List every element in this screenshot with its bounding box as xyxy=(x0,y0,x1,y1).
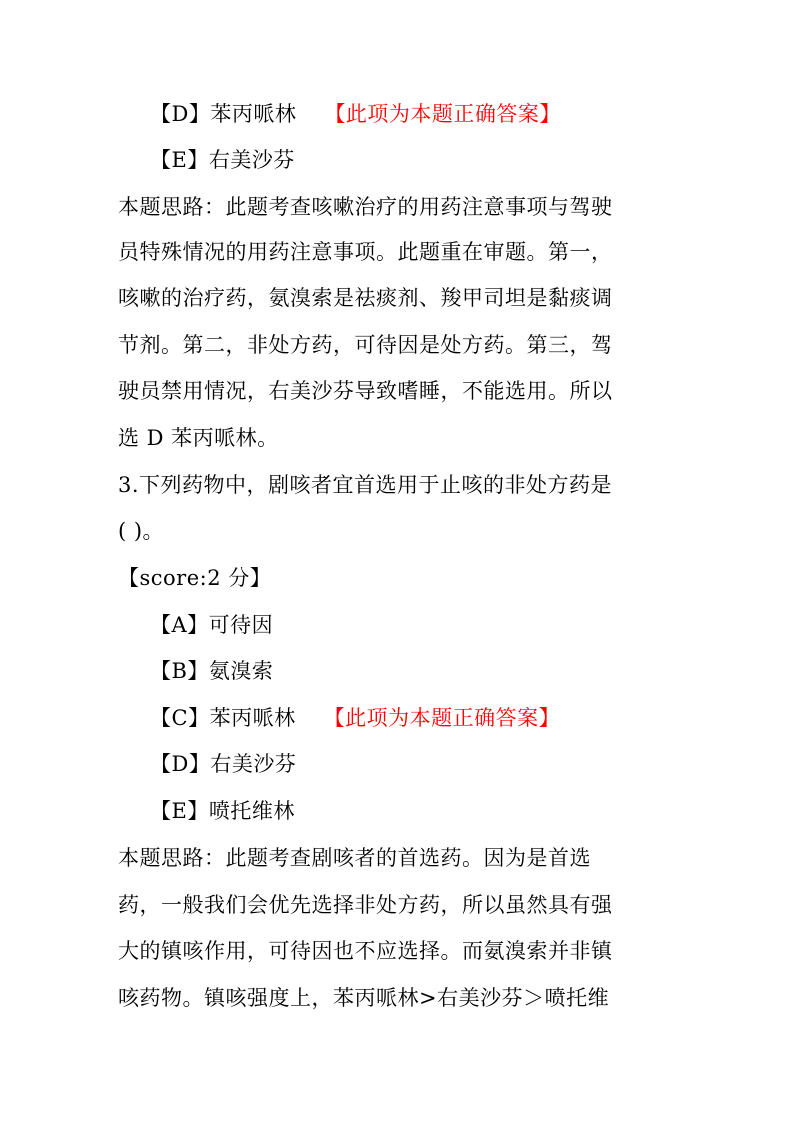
option-b xyxy=(150,657,273,685)
explanation-line: 大的镇咳作用，可待因也不应选择。而氨溴索并非镇 xyxy=(118,939,613,963)
correct-answer-mark: 【此项为本题正确答案】 xyxy=(323,706,561,730)
correct-answer-mark: 【此项为本题正确答案】 xyxy=(324,102,561,126)
option-e-prev xyxy=(150,146,295,174)
option-a xyxy=(150,611,273,639)
option-e xyxy=(150,797,295,825)
option-c xyxy=(150,704,560,732)
option-label: 【A】可待因 xyxy=(150,613,274,637)
option-label: 【C】苯丙哌林 xyxy=(150,706,296,730)
explanation-line: 本题思路：此题考查剧咳者的首选药。因为是首选 xyxy=(118,846,591,870)
question-stem-line: 3.下列药物中，剧咳者宜首选用于止咳的非处方药是 xyxy=(118,473,613,497)
question-stem-line: ( )。 xyxy=(118,519,165,543)
option-label: 【E】喷托维林 xyxy=(150,799,295,823)
option-d xyxy=(150,750,296,778)
option-d-prev xyxy=(150,100,561,128)
explanation-line: 选 D 苯丙哌林。 xyxy=(118,426,279,450)
explanation-line: 咳嗽的治疗药，氨溴索是祛痰剂、羧甲司坦是黏痰调 xyxy=(118,286,613,310)
explanation-line: 药，一般我们会优先选择非处方药，所以虽然具有强 xyxy=(118,893,613,917)
explanation-line: 本题思路：此题考查咳嗽治疗的用药注意事项与驾驶 xyxy=(118,195,613,219)
score-label: 【score:2 分】 xyxy=(118,566,272,590)
explanation-line: 员特殊情况的用药注意事项。此题重在审题。第一， xyxy=(118,240,613,264)
explanation-line: 咳药物。镇咳强度上，苯丙哌林>右美沙芬＞喷托维 xyxy=(118,986,610,1010)
option-label: 【D】右美沙芬 xyxy=(150,752,297,776)
explanation-line: 驶员禁用情况，右美沙芬导致嗜睡，不能选用。所以 xyxy=(118,379,613,403)
explanation-line: 节剂。第二，非处方药，可待因是处方药。第三，驾 xyxy=(118,333,613,357)
option-label: 【B】氨溴索 xyxy=(150,659,274,683)
option-label: 【D】苯丙哌林 xyxy=(150,102,297,126)
option-label: 【E】右美沙芬 xyxy=(150,148,295,172)
